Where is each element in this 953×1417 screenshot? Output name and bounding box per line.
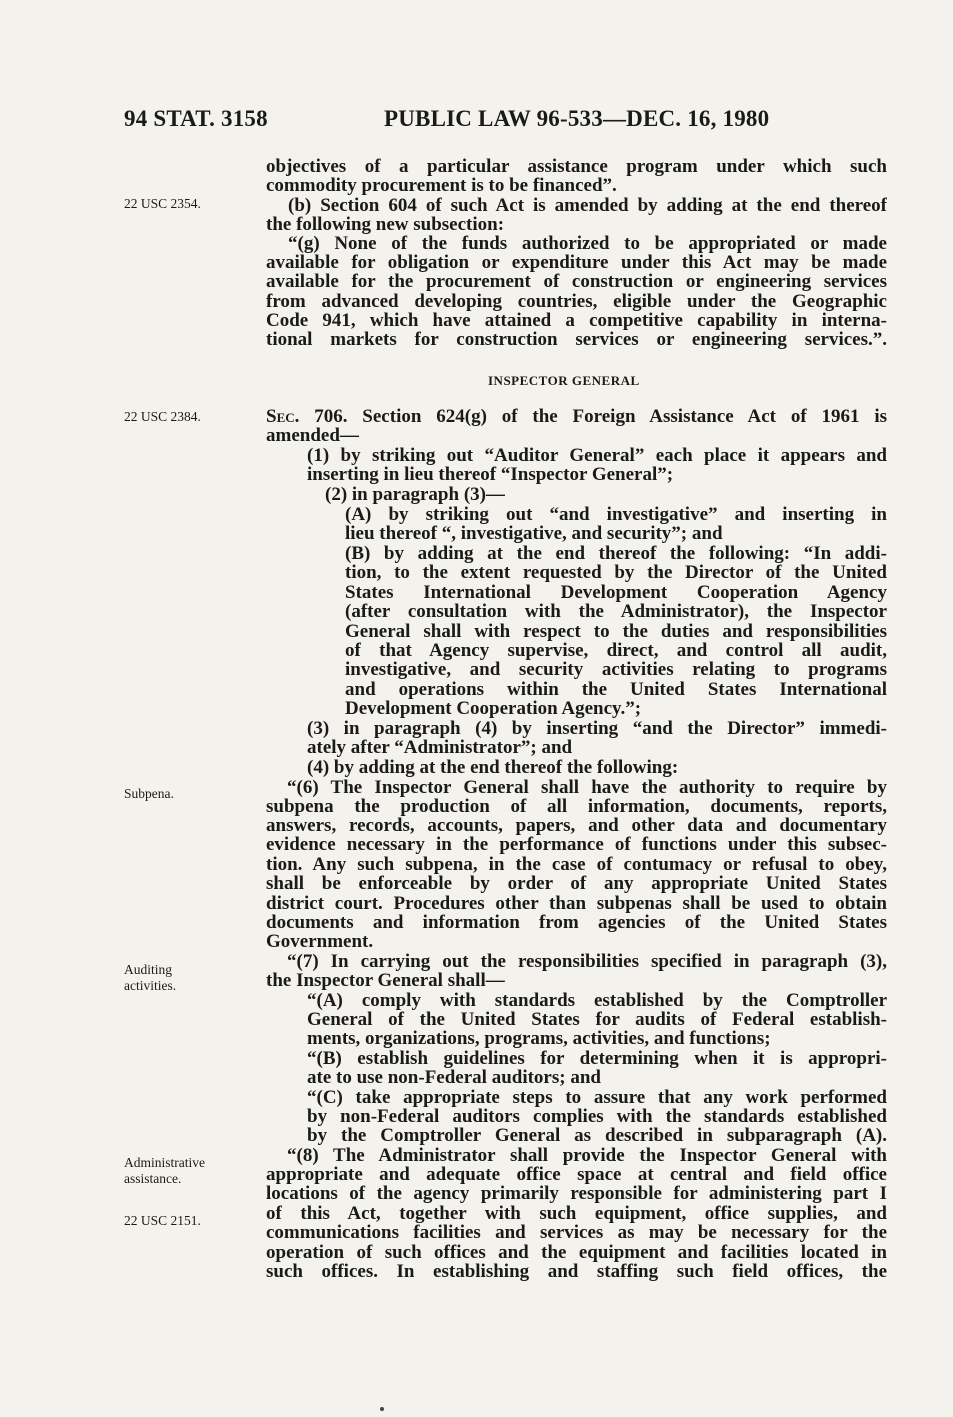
text-line: answers, records, accounts, papers, and other data and documentary [266,816,887,836]
text-line: the following new subsection: [266,215,505,235]
text-line: “(7) In carrying out the responsibilities specified in paragraph (3), [287,952,887,972]
text-line: such offices. In establishing and staffing such field offices, the [266,1262,887,1282]
text-line: General shall with respect to the duties and responsibilities [345,622,887,642]
text-line: investigative, and security activities relating to programs [345,660,887,680]
text-line: (3) in paragraph (4) by inserting “and the Director” immedi- [307,719,887,739]
text-line: Development Cooperation Agency.”; [345,699,642,719]
margin-note: 22 USC 2384. [124,409,201,424]
text-line: “(g) None of the funds authorized to be appropriated or made [288,234,887,254]
text-line: “(8) The Administrator shall provide the Inspector General with [287,1146,887,1166]
text-line: (b) Section 604 of such Act is amended by adding at the end thereof [288,196,887,216]
section-heading: INSPECTOR GENERAL [488,373,640,388]
text-line: documents and information from agencies of the United States [266,913,887,933]
text-line: lieu thereof “, investigative, and security”; and [345,524,723,544]
text-line: and operations within the United States International [345,680,887,700]
text-line: Code 941, which have attained a competitive capability in interna- [266,311,887,331]
text-line: States International Development Cooperation Agency [345,583,887,603]
text-line: tion. Any such subpena, in the case of contumacy or refusal to obey, [266,855,887,875]
text-line: ately after “Administrator”; and [307,738,573,758]
text-line: “(C) take appropriate steps to assure that any work performed [307,1088,887,1108]
text-line: operation of such offices and the equipment and facilities located in [266,1243,887,1263]
text-line: available for obligation or expenditure under this Act may be made [266,253,887,273]
text-line: “(6) The Inspector General shall have the authority to require by [287,778,887,798]
text-line: (2) in paragraph (3)— [325,485,505,505]
text-line: the Inspector General shall— [266,971,505,991]
text-line: Government. [266,932,374,952]
text-line: locations of the agency primarily responsible for administering part I [266,1184,887,1204]
text-line: evidence necessary in the performance of functions under this subsec- [266,835,887,855]
margin-note: 22 USC 2151. [124,1213,201,1228]
text-line: district court. Procedures other than subpenas shall be used to obtain [266,894,887,914]
text-line: by the Comptroller General as described in subparagraph (A). [307,1126,887,1146]
text-line: commodity procurement is to be financed”. [266,176,617,196]
text-line: (4) by adding at the end thereof the following: [307,758,679,778]
text-line: shall be enforceable by order of any appropriate United States [266,874,887,894]
text-line: available for the procurement of construction or engineering services [266,272,887,292]
text-line: appropriate and adequate office space at central and field office [266,1165,887,1185]
margin-note: Subpena. [124,786,174,801]
text-line: ments, organizations, programs, activities, and functions; [307,1029,771,1049]
text-line: tion, to the extent requested by the Director of the United [345,563,887,583]
text-line: Sec. 706. Section 624(g) of the Foreign Assistance Act of 1961 is [266,407,887,427]
text-line: by non-Federal auditors complies with the standards established [307,1107,887,1127]
text-line: ate to use non-Federal auditors; and [307,1068,601,1088]
text-line: of that Agency supervise, direct, and control all audit, [345,641,887,661]
text-line: subpena the production of all information, documents, reports, [266,797,887,817]
page-running-head: PUBLIC LAW 96-533—DEC. 16, 1980 [384,106,770,131]
margin-note: Administrative assistance. [124,1155,205,1186]
text-line: (after consultation with the Administrator), the Inspector [345,602,887,622]
text-line: communications facilities and services as may be necessary for the [266,1223,887,1243]
text-line: from advanced developing countries, eligible under the Geographic [266,292,887,312]
text-line: “(B) establish guidelines for determining when it is appropri- [307,1049,887,1069]
text-line: (A) by striking out “and investigative” and inserting in [345,505,887,525]
page-stat-number: 94 STAT. 3158 [124,106,268,131]
text-line: inserting in lieu thereof “Inspector General”; [307,465,674,485]
scan-mark [380,1407,384,1411]
text-line: “(A) comply with standards established by the Comptroller [307,991,887,1011]
margin-note: 22 USC 2354. [124,196,201,211]
text-line: objectives of a particular assistance program under which such [266,157,887,177]
text-line: amended— [266,426,359,446]
text-line: of this Act, together with such equipment, office supplies, and [266,1204,887,1224]
text-line: General of the United States for audits of Federal establish- [307,1010,887,1030]
margin-note: Auditing activities. [124,962,177,993]
text-line: tional markets for construction services or engineering services.”. [266,330,887,350]
text-line: (1) by striking out “Auditor General” each place it appears and [307,446,887,466]
text-line: (B) by adding at the end thereof the following: “In addi- [345,544,887,564]
